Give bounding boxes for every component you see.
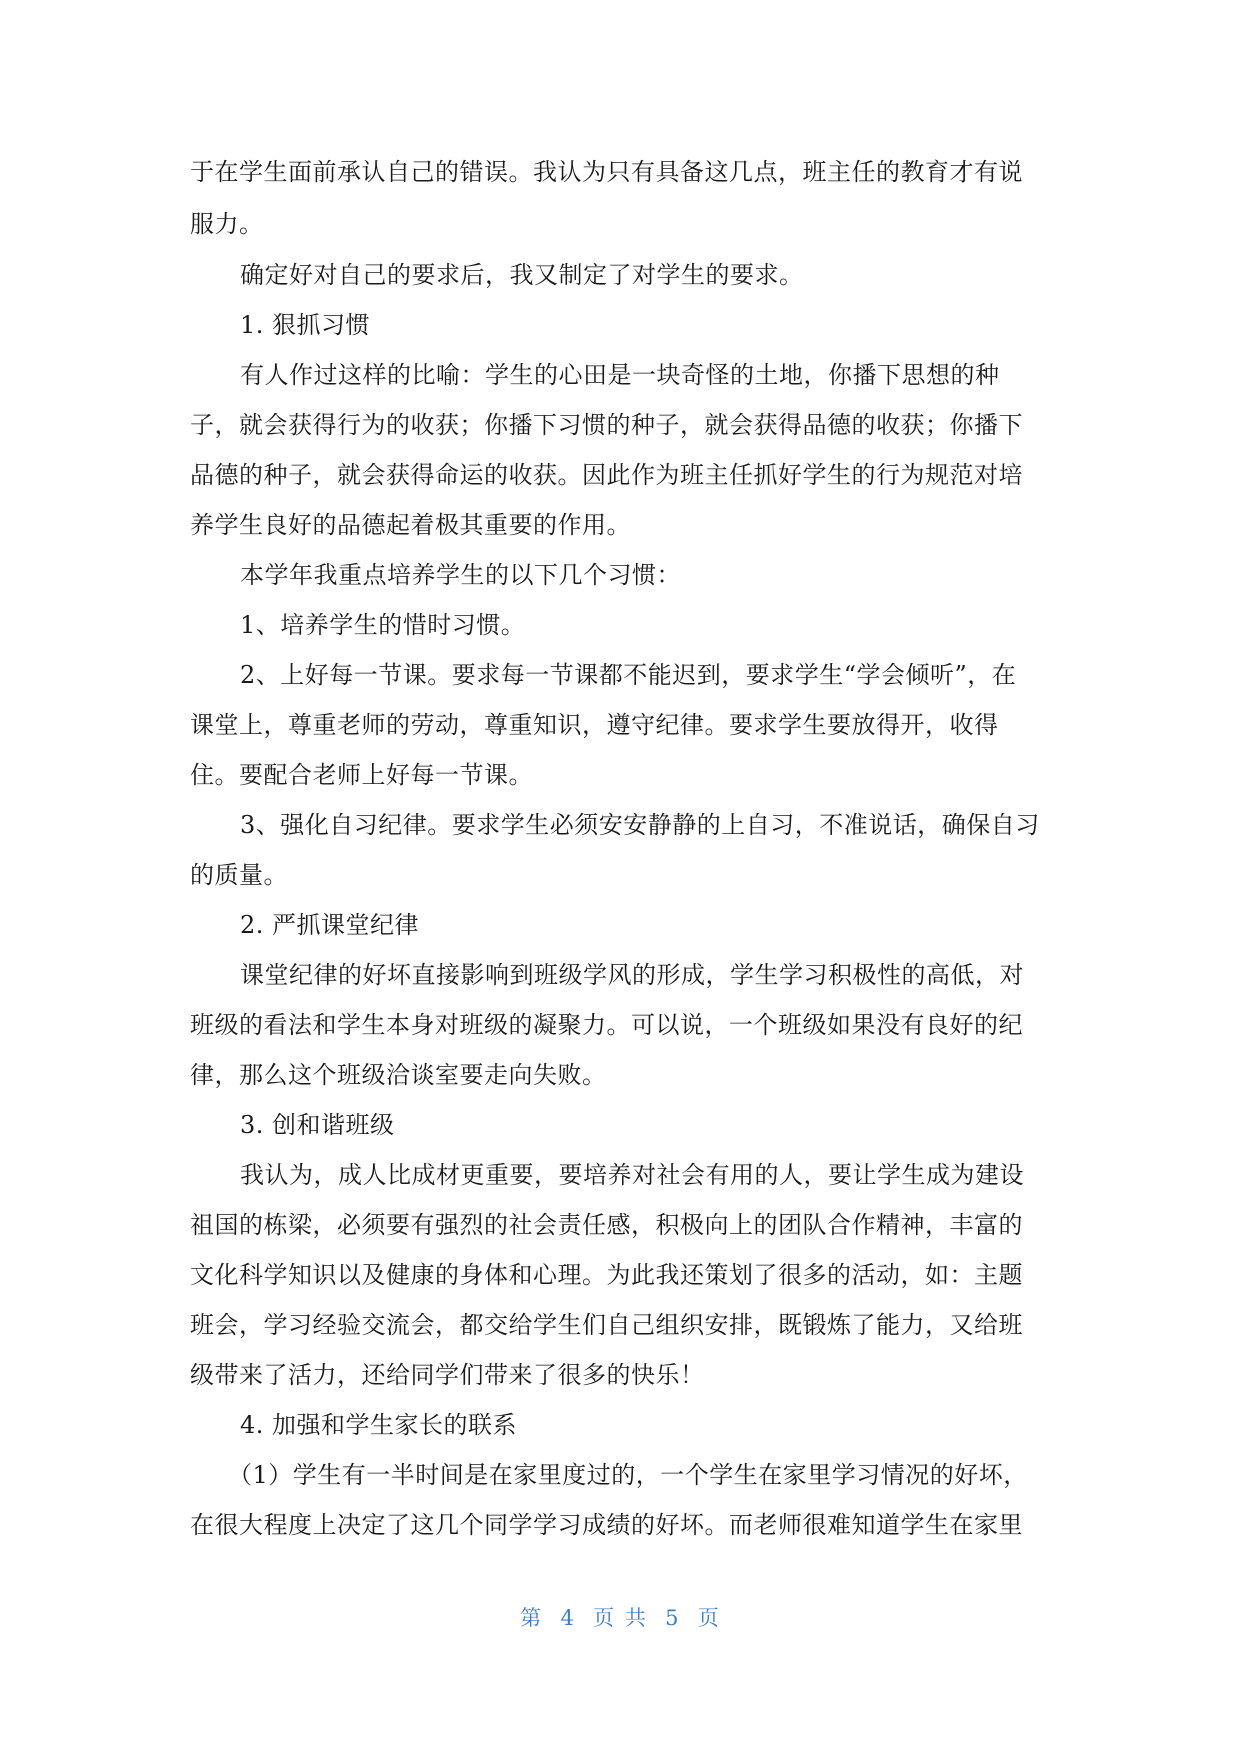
text-line: 养学生良好的品德起着极其重要的作用。 (190, 511, 631, 539)
page-number-footer: 第 4 页 共 5 页 (520, 1606, 721, 1630)
text-line: 子，就会获得行为的收获；你播下习惯的种子，就会获得品德的收获；你播下 (190, 411, 1023, 439)
list-item: 2、上好每一节课。要求每一节课都不能迟到，要求学生“学会倾听”，在 (240, 661, 1017, 689)
section-heading: 3. 创和谐班级 (240, 1111, 395, 1139)
text-line: 级带来了活力，还给同学们带来了很多的快乐！ (190, 1361, 705, 1389)
text-line: 的质量。 (190, 861, 288, 889)
text-line: 课堂上，尊重老师的劳动，尊重知识，遵守纪律。要求学生要放得开，收得 (190, 711, 999, 739)
text-line: （1）学生有一半时间是在家里度过的，一个学生在家里学习情况的好坏， (228, 1461, 1028, 1489)
text-line: 班级的看法和学生本身对班级的凝聚力。可以说，一个班级如果没有良好的纪 (190, 1011, 1023, 1039)
text-line: 文化科学知识以及健康的身体和心理。为此我还策划了很多的活动，如：主题 (190, 1261, 1023, 1289)
section-heading: 1. 狠抓习惯 (240, 311, 371, 339)
text-line: 住。要配合老师上好每一节课。 (190, 761, 533, 789)
text-line: 课堂纪律的好坏直接影响到班级学风的形成，学生学习积极性的高低，对 (240, 961, 1024, 989)
text-line: 祖国的栋梁，必须要有强烈的社会责任感，积极向上的团队合作精神，丰富的 (190, 1211, 1023, 1239)
text-line: 班会，学习经验交流会，都交给学生们自己组织安排，既锻炼了能力，又给班 (190, 1311, 1023, 1339)
text-line: 有人作过这样的比喻：学生的心田是一块奇怪的土地，你播下思想的种 (240, 361, 1000, 389)
text-line: 确定好对自己的要求后，我又制定了对学生的要求。 (240, 261, 804, 289)
text-line: 在很大程度上决定了这几个同学学习成绩的好坏。而老师很难知道学生在家里 (190, 1511, 1023, 1539)
text-line: 本学年我重点培养学生的以下几个习惯： (240, 561, 681, 589)
list-item: 1、培养学生的惜时习惯。 (240, 611, 526, 639)
section-heading: 4. 加强和学生家长的联系 (240, 1411, 518, 1439)
text-line: 品德的种子，就会获得命运的收获。因此作为班主任抓好学生的行为规范对培 (190, 461, 1023, 489)
text-line: 服力。 (190, 210, 264, 238)
text-line: 于在学生面前承认自己的错误。我认为只有具备这几点，班主任的教育才有说 (190, 158, 1023, 186)
list-item: 3、强化自习纪律。要求学生必须安安静静的上自习，不准说话，确保自习 (240, 811, 1040, 839)
text-line: 律，那么这个班级洽谈室要走向失败。 (190, 1061, 607, 1089)
section-heading: 2. 严抓课堂纪律 (240, 911, 420, 939)
text-line: 我认为，成人比成材更重要，要培养对社会有用的人，要让学生成为建设 (240, 1161, 1024, 1189)
